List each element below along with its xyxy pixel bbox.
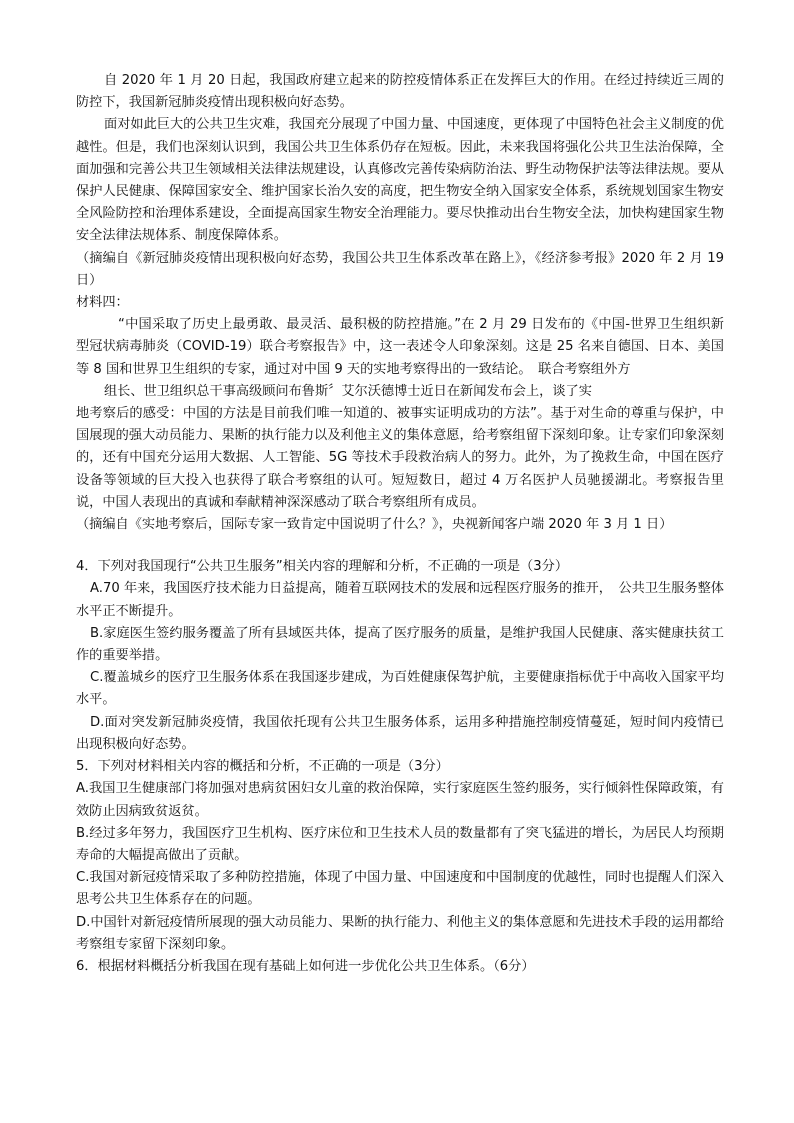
question-4-option-b: B.家庭医生签约服务覆盖了所有县域医共体，提高了医疗服务的质量，是维护我国人民健康、落实健康扶贫工作的重要举措。: [76, 625, 724, 664]
exam-page: [76, 70, 724, 978]
question-5: [76, 756, 724, 956]
material-4-text-3: 地考察后的感受：中国的方法是目前我们唯一知道的、被事实证明成功的方法”。基于对生命的尊重与保护，中国展现的强大动员能力、果断的执行能力以及利他主义的集体意愿，给考察组留下深刻印象。让专家们印象深刻的，还有中国充分运用大数据、人工智能、5G 等技术手段救治病人的努力。此外，为了挽救生命，中国在医疗设备等领域的巨大投入也获得了联合考察组的认可。短短数日，超过 4 万名医护人员驰援湖北。考察报告里说，中国人表现出的真诚和奉献精神深深感动了联合考察组所有成员。: [76, 406, 724, 510]
question-5-stem: 5．下列对材料相关内容的概括和分析，不正确的一项是（3分）: [76, 759, 449, 775]
question-4-option-d: D.面对突发新冠肺炎疫情，我国依托现有公共卫生服务体系，运用多种措施控制疫情蔓延，短时间内疫情已出现积极向好态势。: [76, 714, 724, 752]
question-5-option-b: B.经过多年努力，我国医疗卫生机构、医疗床位和卫生技术人员的数量都有了突飞猛进的增长，为居民人均预期寿命的大幅提高做出了贡献。: [76, 825, 724, 863]
question-5-option-c: C.我国对新冠疫情采取了多种防控措施，体现了中国力量、中国速度和中国制度的优越性，同时也提醒人们深入思考公共卫生体系存在的问题。: [76, 870, 724, 908]
section-gap: [76, 536, 724, 556]
material-4-text-1: “中国采取了历史上最勇敢、最灵活、最积极的防控措施。”在 2 月 29 日发布的《中国-世界卫生组织新型冠状病毒肺炎（COVID-19）联合考察报告》中，这一表述令人印象深刻。这是 25 名来自德国、日本、美国等 8 国和世界卫生组织的专家，通过对中国 9 天的实地考察得出的一致结论。 联合考察组外方: [76, 317, 724, 377]
question-5-option-a: A.我国卫生健康部门将加强对患病贫困妇女儿童的救治保障，实行家庭医生签约服务，实行倾斜性保障政策，有效防止因病致贫返贫。: [76, 781, 724, 819]
question-6: [76, 956, 724, 978]
material-4-text-2: 组长、世卫组织总干事高级顾问布鲁斯〞艾尔沃德博士近日在新闻发布会上，谈了实: [104, 383, 592, 399]
question-6-stem: 6．根据材料概括分析我国在现有基础上如何进一步优化公共卫生体系。（6分）: [76, 958, 535, 974]
material-3-source: （摘编自《新冠肺炎疫情出现积极向好态势，我国公共卫生体系改革在路上》，《经济参考报》2020 年 2 月 19 日）: [76, 250, 724, 288]
material-4-source: （摘编自《实地考察后，国际专家一致肯定中国说明了什么？》，央视新闻客户端 2020 年 3 月 1 日）: [76, 517, 673, 533]
question-4-option-a: A.70 年来，我国医疗技术能力日益提高，随着互联网技术的发展和远程医疗服务的推开， 公共卫生服务整体水平正不断提升。: [76, 581, 724, 619]
question-4-stem: 4．下列对我国现行“公共卫生服务”相关内容的理解和分析，不正确的一项是（3分）: [76, 559, 569, 575]
question-5-option-d: D.中国针对新冠疫情所展现的强大动员能力、果断的执行能力、利他主义的集体意愿和先进技术手段的运用都给考察组专家留下深刻印象。: [76, 914, 724, 952]
passage-paragraph-1: 自 2020 年 1 月 20 日起，我国政府建立起来的防控疫情体系正在发挥巨大的作用。在经过持续近三周的防控下，我国新冠肺炎疫情出现积极向好态势。: [76, 73, 724, 111]
passage-paragraph-2: 面对如此巨大的公共卫生灾难，我国充分展现了中国力量、中国速度，更体现了中国特色社会主义制度的优越性。但是，我们也深刻认识到，我国公共卫生体系仍存在短板。因此，未来我国将强化公共卫生法治保障，全面加强和完善公共卫生领域相关法律法规建设，认真修改完善传染病防治法、野生动物保护法等法律法规。要从保护人民健康、保障国家安全、维护国家长治久安的高度，把生物安全纳入国家安全体系，系统规划国家生物安全风险防控和治理体系建设，全面提高国家生物安全治理能力。要尽快推动出台生物安全法，加快构建国家生物安全法律法规体系、制度保障体系。: [76, 117, 724, 244]
material-4-label: 材料四：: [76, 295, 129, 311]
question-4: [76, 556, 724, 756]
question-4-option-c: C.覆盖城乡的医疗卫生服务体系在我国逐步建成，为百姓健康保驾护航，主要健康指标优于中高收入国家平均水平。: [76, 670, 724, 708]
